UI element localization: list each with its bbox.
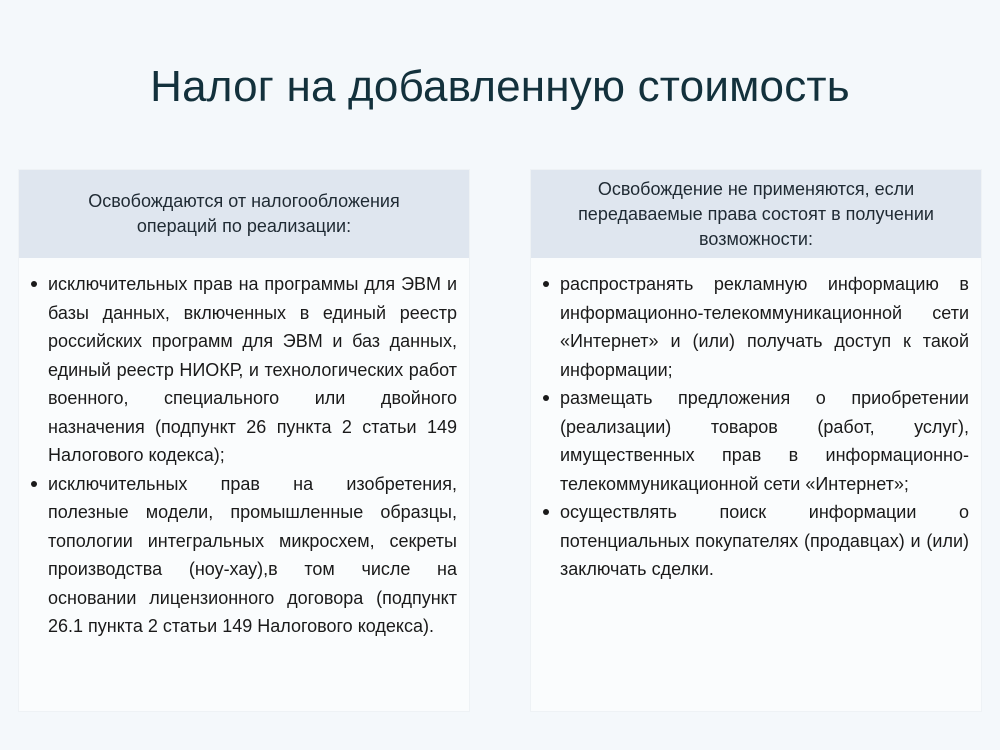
slide-title: Налог на добавленную стоимость (150, 62, 850, 111)
exempt-operations-panel (19, 170, 469, 711)
bullet-icon (543, 281, 549, 287)
exempt-operations-header (19, 170, 469, 258)
list-item (541, 498, 969, 584)
exemption-exceptions-header (531, 170, 981, 258)
bullet-icon (31, 281, 37, 287)
list-item-text: осуществлять поиск информации о потенциальных покупателях (продавцах) и (или) заключать сделки. (560, 502, 969, 579)
list-item (29, 470, 457, 641)
bullet-icon (543, 395, 549, 401)
exemption-exceptions-list (531, 258, 981, 584)
bullet-icon (31, 481, 37, 487)
exempt-operations-header-text: Освобождаются от налогообложения операций по реализации: (88, 191, 400, 236)
list-item-text: размещать предложения о приобретении (реализации) товаров (работ, услуг), имущественных прав в информационно-телекоммуникационной сети «Интернет»; (560, 388, 969, 494)
exemption-exceptions-panel (531, 170, 981, 711)
list-item (29, 270, 457, 470)
list-item-text: исключительных прав на программы для ЭВМ и базы данных, включенных в единый реестр российских программ для ЭВМ и баз данных, единый реестр НИОКР, и технологических работ военного, специального или двойного назначения (подпункт 26 пункта 2 статьи 149 Налогового кодекса); (48, 274, 457, 465)
exempt-operations-list (19, 258, 469, 641)
list-item-text: распространять рекламную информацию в информационно-телекоммуникационной сети «Интернет» и (или) получать доступ к такой информации; (560, 274, 969, 380)
bullet-icon (543, 509, 549, 515)
exemption-exceptions-header-text: Освобождение не применяются, если передаваемые права состоят в получении возможности: (578, 178, 934, 249)
list-item (541, 270, 969, 384)
list-item-text: исключительных прав на изобретения, полезные модели, промышленные образцы, топологии интегральных микросхем, секреты производства (ноу-хау),в том числе на основании лицензионного договора (подпункт 26.1 пункта 2 статьи 149 Налогового кодекса). (48, 473, 457, 636)
list-item (541, 384, 969, 498)
